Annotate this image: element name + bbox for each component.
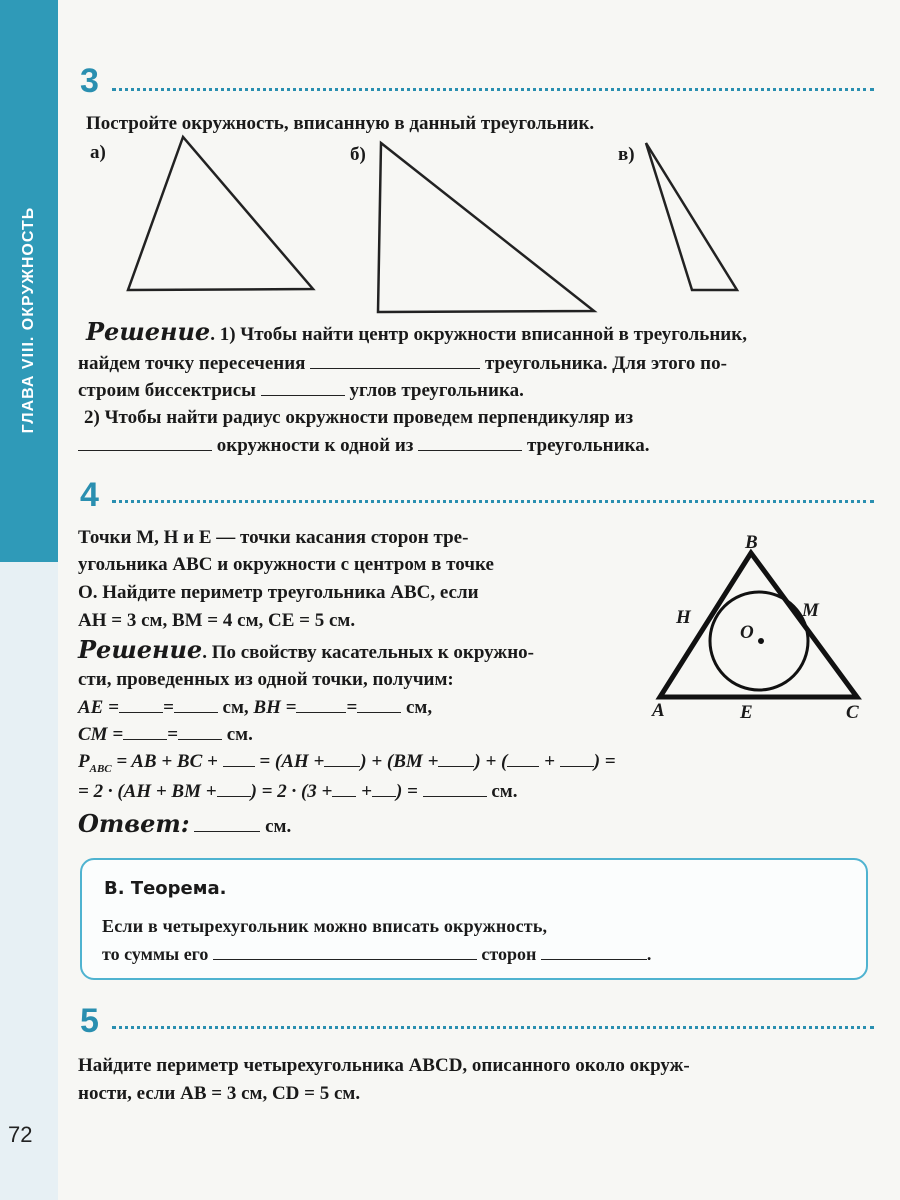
blank-field[interactable]	[357, 698, 401, 713]
center-point	[758, 638, 764, 644]
theorem-line1: Если в четырехугольник можно вписать окружность,	[102, 916, 548, 936]
task-3-triangles	[0, 0, 900, 320]
task-3-line3a: строим биссектрисы	[78, 380, 256, 401]
blank-field[interactable]	[178, 725, 222, 740]
blank-field[interactable]	[119, 698, 163, 713]
task-3-number: 3	[80, 62, 99, 100]
eq-text: = 2 · (AH + BM +	[78, 781, 217, 802]
blank-field[interactable]	[78, 436, 212, 451]
point-e: E	[740, 702, 753, 723]
task-3-line4: 2) Чтобы найти радиус окружности проведем перпендикуляр из	[84, 407, 634, 428]
theorem-line2c: .	[646, 944, 652, 964]
theorem-box	[80, 858, 868, 980]
task-4-line4: AH = 3 см, BM = 4 см, CE = 5 см.	[78, 610, 356, 631]
task-5-divider	[112, 1026, 874, 1029]
eq-text: см.	[491, 781, 518, 802]
vertex-c: C	[846, 702, 859, 723]
eq-text: =	[162, 697, 174, 718]
eq-text: ) + (BM +	[360, 751, 439, 772]
blank-field[interactable]	[332, 782, 356, 797]
eq-text: см,	[222, 697, 249, 718]
eq-text: ) = 2 · (3 +	[250, 781, 333, 802]
blank-field[interactable]	[310, 354, 480, 369]
eq-text: см,	[406, 697, 433, 718]
solution-label: Решение	[78, 635, 203, 664]
task-4-line3: O. Найдите периметр треугольника ABC, если	[78, 582, 479, 603]
blank-field[interactable]	[507, 752, 539, 767]
blank-field[interactable]	[194, 817, 260, 832]
task-4-line2: угольника ABC и окружности с центром в точке	[78, 554, 494, 575]
eq-text: BH =	[253, 697, 297, 718]
triangle-c	[646, 143, 737, 290]
blank-field[interactable]	[438, 752, 474, 767]
task-4-line1: Точки M, H и E — точки касания сторон тре-	[78, 527, 469, 548]
blank-field[interactable]	[541, 945, 647, 960]
task-5-line2: ности, если AB = 3 см, CD = 5 см.	[78, 1083, 361, 1104]
task-5-number: 5	[80, 1002, 99, 1040]
theorem-line2b: сторон	[481, 944, 537, 964]
task-3-line5b: треугольника.	[526, 435, 650, 456]
blank-field[interactable]	[560, 752, 594, 767]
eq-text: ) =	[593, 751, 616, 772]
eq-text: CM =	[78, 724, 124, 745]
eq-text: =	[346, 697, 358, 718]
triangle-c-label: в)	[618, 144, 635, 165]
task-3-line3b: углов треугольника.	[349, 380, 524, 401]
answer-label: Ответ:	[78, 809, 190, 838]
triangle-b-label: б)	[350, 144, 366, 165]
theorem-title: В. Теорема.	[104, 878, 227, 899]
task-4-sol2: сти, проведенных из одной точки, получим:	[78, 669, 454, 690]
task-4-divider	[112, 500, 874, 503]
blank-field[interactable]	[296, 698, 346, 713]
eq-text: = (AH +	[259, 751, 325, 772]
eq-text: ) + (	[474, 751, 508, 772]
eq-text: ) =	[395, 781, 418, 802]
triangle-a	[128, 137, 313, 290]
eq-text: =	[167, 724, 178, 745]
eq-subscript: ABC	[89, 762, 112, 775]
eq-text: = AB + BC +	[116, 751, 218, 772]
blank-field[interactable]	[213, 945, 477, 960]
eq-text: AE =	[78, 697, 119, 718]
blank-field[interactable]	[418, 436, 522, 451]
task-3-line2a: найдем точку пересечения	[78, 353, 306, 374]
task-3-line2b: треугольника. Для этого по-	[484, 353, 727, 374]
blank-field[interactable]	[123, 725, 167, 740]
blank-field[interactable]	[372, 782, 396, 797]
task-5-line1: Найдите периметр четырехугольника ABCD, описанного около окруж-	[78, 1055, 690, 1076]
solution-label: Решение	[86, 317, 211, 346]
blank-field[interactable]	[261, 381, 345, 396]
vertex-a: A	[652, 700, 665, 721]
blank-field[interactable]	[223, 752, 255, 767]
answer-unit: см.	[265, 816, 292, 837]
vertex-b: B	[745, 532, 758, 553]
task-4-sol1: . По свойству касательных к окружно-	[202, 642, 534, 663]
triangle-a-label: а)	[90, 142, 106, 163]
eq-text: +	[361, 781, 372, 802]
point-h: H	[676, 607, 691, 628]
page-number: 72	[8, 1122, 33, 1147]
task-3-line5a: окружности к одной из	[216, 435, 414, 456]
point-m: M	[802, 600, 819, 621]
eq-text: P	[78, 751, 90, 772]
eq-text: см.	[226, 724, 253, 745]
chapter-title: ГЛАВА VIII. ОКРУЖНОСТЬ	[20, 206, 37, 434]
eq-text: +	[544, 751, 555, 772]
point-o: O	[740, 622, 754, 643]
blank-field[interactable]	[324, 752, 360, 767]
theorem-line2a: то суммы его	[102, 944, 209, 964]
blank-field[interactable]	[217, 782, 251, 797]
blank-field[interactable]	[423, 782, 487, 797]
task-3-line1: . 1) Чтобы найти центр окружности вписанной в треугольник,	[210, 324, 747, 345]
triangle-b	[378, 143, 594, 312]
blank-field[interactable]	[174, 698, 218, 713]
task-3-prompt: Постройте окружность, вписанную в данный треугольник.	[86, 113, 595, 134]
task-4-number: 4	[80, 476, 99, 514]
